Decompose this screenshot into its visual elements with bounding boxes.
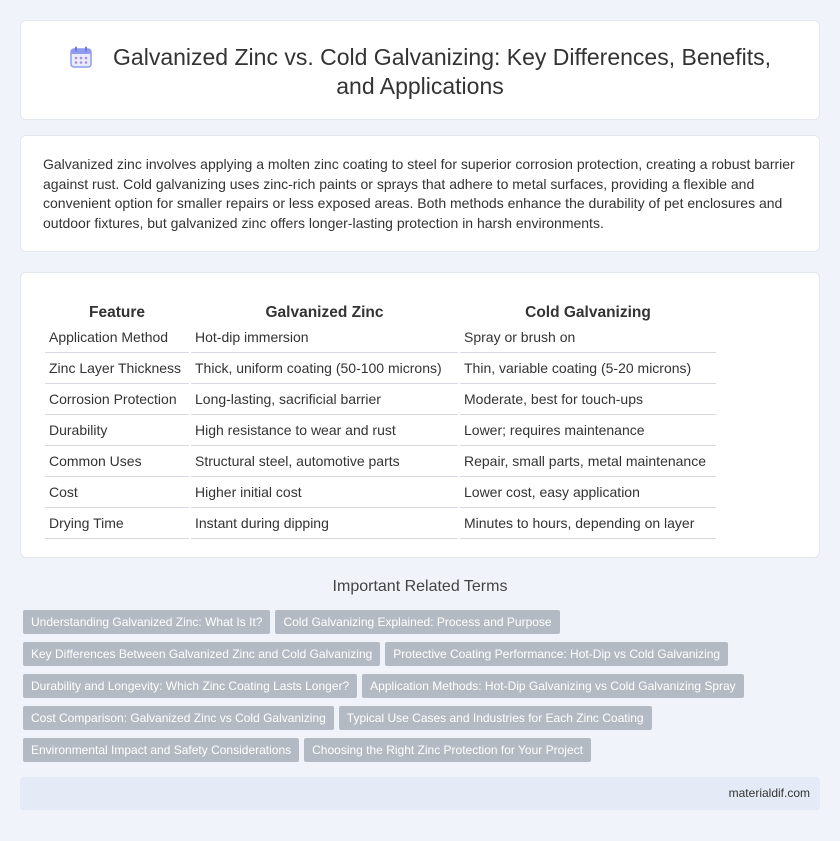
table-cell: Lower; requires maintenance [460,415,716,446]
tag-row [23,738,813,770]
intro-text: Galvanized zinc involves applying a molten zinc coating to steel for superior corrosion protection, creating a robust barrier against rust. Cold galvanizing uses zinc-rich paints or sprays that adhere to metal surfaces, providing a flexible and convenient option for smaller repairs or less exposed areas. Both methods enhance the durability of pet enclosures and outdoor fixtures, but galvanized zinc offers longer-lasting protection in harsh environments. [43,156,795,231]
page-title: Galvanized Zinc vs. Cold Galvanizing: Key Differences, Benefits, and Applications [113,44,771,99]
table-cell: Minutes to hours, depending on layer [460,508,716,539]
related-term-tag[interactable]: Key Differences Between Galvanized Zinc and Cold Galvanizing [23,642,380,666]
comparison-table [43,296,718,539]
table-cell: Thick, uniform coating (50-100 microns) [191,353,458,384]
intro-card [20,135,820,252]
table-cell: High resistance to wear and rust [191,415,458,446]
header-galvanized-zinc: Galvanized Zinc [265,304,384,321]
table-row [45,477,716,508]
related-term-tag[interactable]: Durability and Longevity: Which Zinc Coating Lasts Longer? [23,674,357,698]
table-cell: Instant during dipping [191,508,458,539]
table-cell: Durability [45,415,189,446]
tag-row [23,642,813,674]
title-wrap [61,43,779,101]
table-row [45,322,716,353]
related-term-tag[interactable]: Protective Coating Performance: Hot-Dip vs Cold Galvanizing [385,642,728,666]
table-row [45,353,716,384]
table-cell: Structural steel, automotive parts [191,446,458,477]
table-cell: Moderate, best for touch-ups [460,384,716,415]
header-card [20,20,820,120]
table-row [45,415,716,446]
table-cell: Repair, small parts, metal maintenance [460,446,716,477]
related-term-tag[interactable]: Environmental Impact and Safety Considerations [23,738,299,762]
site-name[interactable]: materialdif.com [728,786,810,800]
related-terms-title: Important Related Terms [332,578,508,595]
table-row [45,508,716,539]
tag-row [23,610,813,642]
related-term-tag[interactable]: Choosing the Right Zinc Protection for Your Project [304,738,591,762]
related-term-tag[interactable]: Cost Comparison: Galvanized Zinc vs Cold Galvanizing [23,706,334,730]
comparison-card [20,272,820,558]
table-cell: Higher initial cost [191,477,458,508]
related-term-tag[interactable]: Application Methods: Hot-Dip Galvanizing vs Cold Galvanizing Spray [362,674,744,698]
related-term-tag[interactable]: Cold Galvanizing Explained: Process and Purpose [275,610,559,634]
header-cold-galvanizing: Cold Galvanizing [525,304,651,321]
footer-bar [20,777,820,810]
related-term-tag[interactable]: Typical Use Cases and Industries for Each Zinc Coating [339,706,652,730]
table-cell: Lower cost, easy application [460,477,716,508]
table-cell: Cost [45,477,189,508]
table-cell: Common Uses [45,446,189,477]
table-row [45,384,716,415]
table-row [45,446,716,477]
table-cell: Zinc Layer Thickness [45,353,189,384]
table-cell: Long-lasting, sacrificial barrier [191,384,458,415]
related-terms-list [23,610,813,770]
calendar-icon [69,46,93,68]
table-cell: Corrosion Protection [45,384,189,415]
related-term-tag[interactable]: Understanding Galvanized Zinc: What Is It? [23,610,270,634]
table-header-row [45,296,716,322]
table-cell: Application Method [45,322,189,353]
tag-row [23,706,813,738]
table-cell: Drying Time [45,508,189,539]
table-cell: Hot-dip immersion [191,322,458,353]
header-feature: Feature [89,304,145,321]
tag-row [23,674,813,706]
table-cell: Spray or brush on [460,322,716,353]
table-cell: Thin, variable coating (5-20 microns) [460,353,716,384]
